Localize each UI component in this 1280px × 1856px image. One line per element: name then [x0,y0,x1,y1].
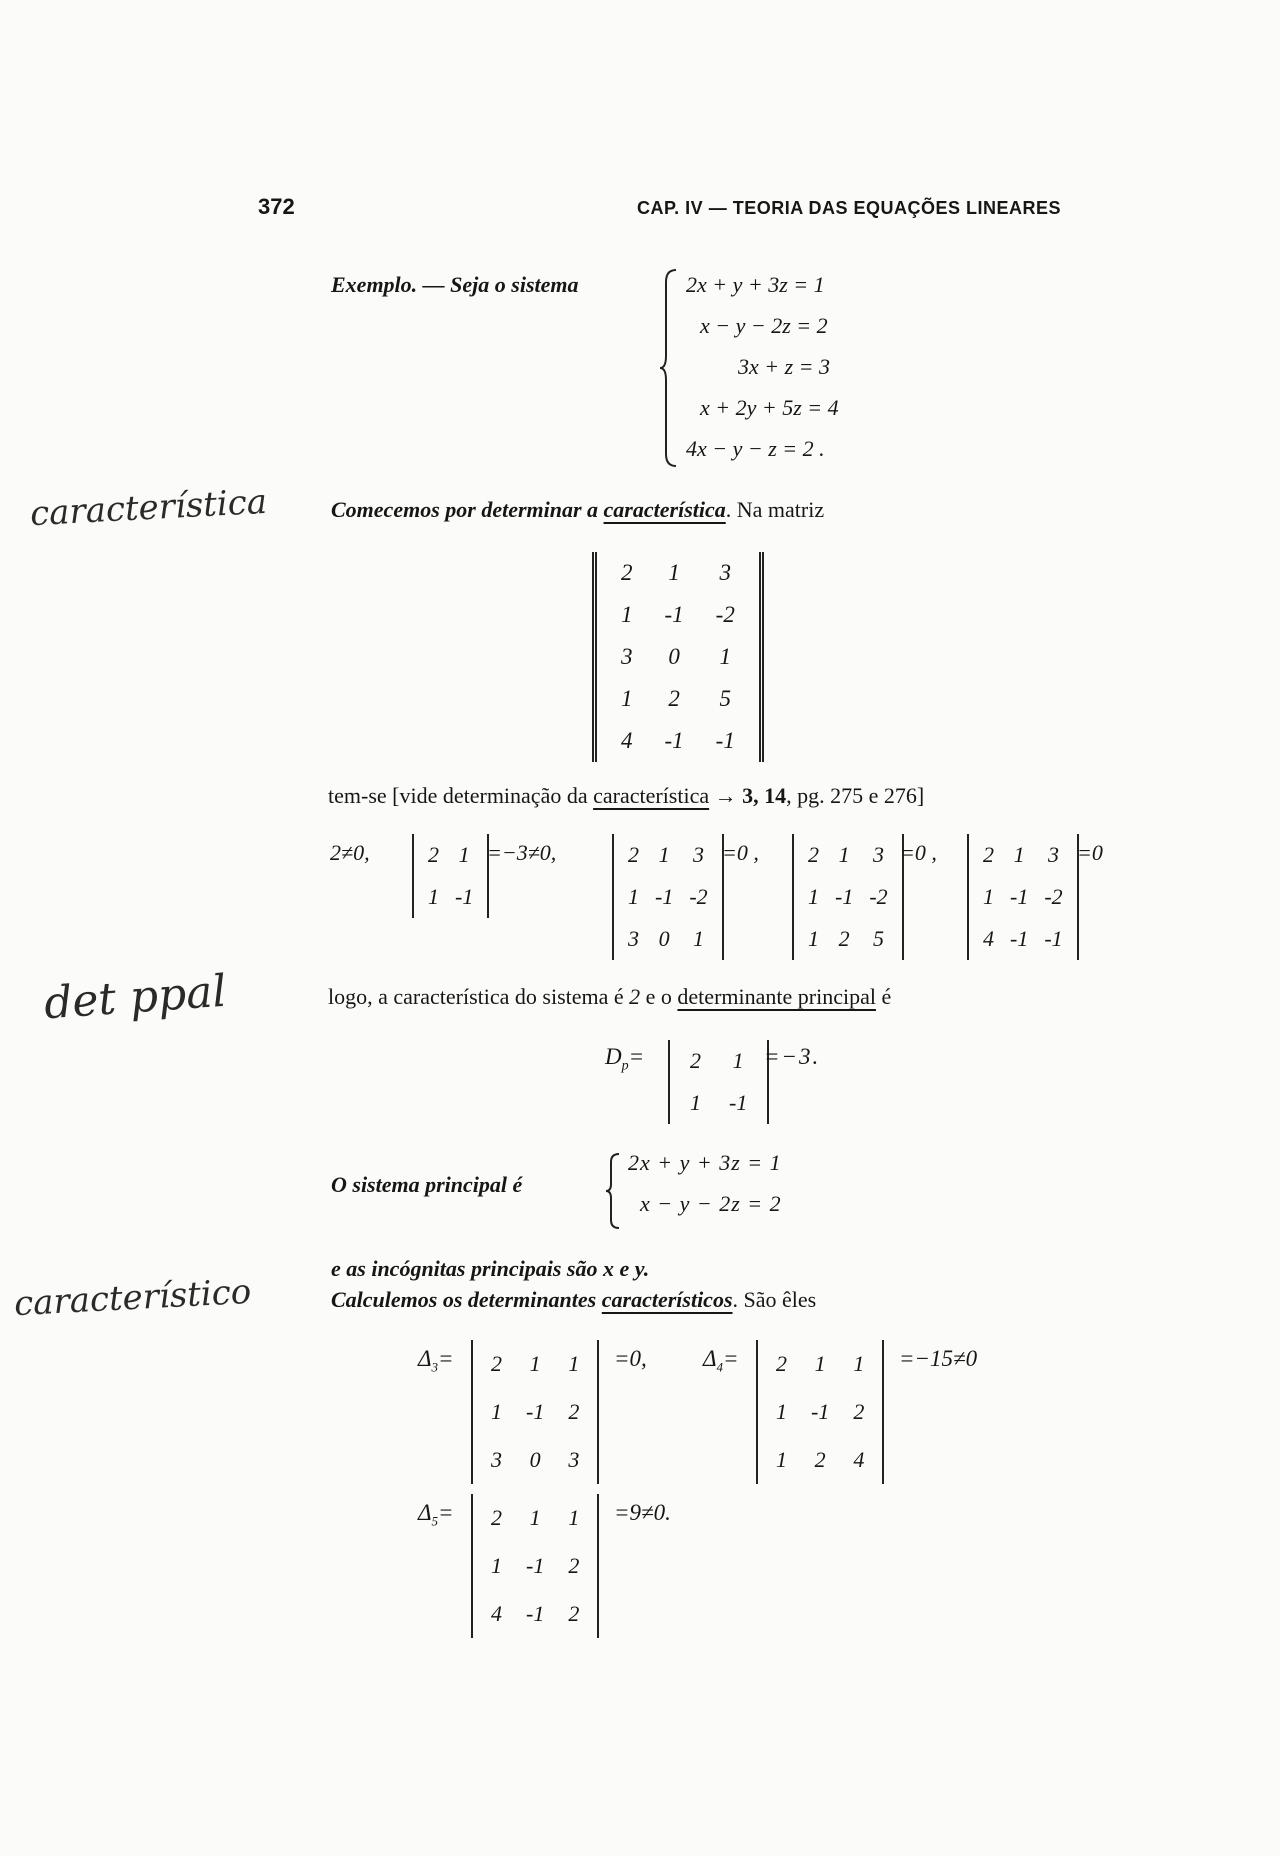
equation-4: x + 2y + 5z = 4 [700,395,839,420]
delta3-result: =0, [614,1346,647,1371]
text: logo, a característica do sistema é [328,984,630,1009]
det-cell: 1 [776,1399,787,1424]
det-cell: 2 [491,1505,502,1530]
matrix-cell: -1 [715,728,735,753]
paragraph-characteristic [331,497,824,523]
det-cell: 2 [690,1048,701,1073]
delta3-label: $\Delta_3=$ [418,1346,454,1375]
det-cell: 3 [491,1447,502,1472]
det-cell: 3 [628,926,639,951]
det-cell: 1 [814,1351,826,1376]
det-cell: 1 [732,1048,744,1073]
matrix-cell: 1 [719,644,731,669]
delta5-subscript: 5 [431,1513,438,1529]
det-cell: 1 [853,1351,865,1376]
det-cell: 1 [690,1090,701,1115]
matrix-cell: 0 [668,644,680,669]
equation-2: x − y − 2z = 2 [700,313,828,338]
det-cell: -1 [729,1090,748,1115]
delta5-determinant [471,1494,599,1638]
matrix-cell: 3 [719,560,731,585]
characteristic-term: característicos [601,1287,733,1312]
minor-first: 2≠0, [330,840,370,865]
det-cell: -1 [526,1601,545,1626]
paragraph-reference [328,783,924,809]
det-cell: -1 [1044,926,1063,951]
det-cell: 2 [628,842,639,867]
reference-text: tem-se [vide determinação da [328,783,594,808]
det-cell: 2 [568,1553,580,1578]
system-brace [658,268,680,472]
paragraph-principal-determinant [328,984,891,1010]
det-cell: 1 [983,884,994,909]
det-cell: 2 [776,1351,787,1376]
matrix-cell: 1 [621,686,633,711]
det-cell: 2 [814,1447,826,1472]
chapter-title: CAP. IV — TEORIA DAS EQUAÇÕES LINEARES [637,198,1062,218]
matrix-cell: 2 [668,686,680,711]
coefficient-matrix [592,552,764,762]
handwritten-note-1: característica [29,481,268,535]
delta3-subscript: 3 [431,1359,438,1375]
det-cell: 2 [568,1399,580,1424]
equation-3: 3x + z = 3 [738,354,831,379]
det-cell: 0 [658,926,670,951]
minor-det3c-result: =0 [1077,840,1103,865]
minor-det3a [612,834,724,960]
minor-det2 [412,834,489,918]
det-cell: 2 [491,1351,502,1376]
det-cell: -2 [689,884,708,909]
delta4-result: =−15≠0 [899,1346,978,1371]
matrix-cell: 3 [621,644,633,669]
det-cell: 1 [808,926,819,951]
det-cell: 1 [491,1553,502,1578]
det-cell: 4 [491,1601,502,1626]
det-cell: 3 [1047,842,1059,867]
principal-determinant-term: determinante principal [677,984,876,1009]
reference-pages: , pg. 275 e 276] [786,783,925,808]
det-cell: 1 [658,842,670,867]
det-cell: -1 [1010,884,1029,909]
delta5-label: $\Delta_5=$ [418,1500,454,1529]
principal-system [628,1142,782,1224]
dp-equals: = [628,1044,645,1069]
matrix-cell: 5 [719,686,731,711]
det-cell: -2 [869,884,888,909]
text: Calculemos os determinantes [331,1287,602,1312]
equation-1: 2x + y + 3z = 1 [686,272,825,297]
det-cell: -1 [811,1399,830,1424]
principal-equation-1: 2x + y + 3z = 1 [628,1150,782,1175]
det-cell: -1 [526,1553,545,1578]
det-cell: 2 [853,1399,865,1424]
paragraph-text: Comecemos por determinar a [331,497,604,522]
det-cell: 2 [838,926,850,951]
det-cell: 4 [853,1447,865,1472]
delta4-label: $\Delta_4=$ [703,1346,739,1375]
paragraph-text-end: . Na matriz [725,497,825,522]
det-cell: 2 [983,842,994,867]
det-cell: -1 [1010,926,1029,951]
det-cell: 1 [808,884,819,909]
det-cell: 1 [1013,842,1025,867]
text: é [875,984,892,1009]
principal-system-label: O sistema principal é [331,1172,523,1197]
det-cell: 2 [808,842,819,867]
det-cell: 4 [983,926,994,951]
dp-letter: D [605,1044,622,1069]
minor-det3a-result: =0 , [722,840,759,865]
dp-subscript: p [621,1058,629,1074]
matrix-cell: 4 [621,728,633,753]
det-cell: 1 [529,1351,541,1376]
characteristic-term: característica [593,783,710,808]
det-cell: 1 [568,1505,580,1530]
det-cell: 2 [568,1601,580,1626]
det-cell: 1 [458,842,470,867]
principal-system-brace [604,1152,622,1234]
det-cell: -1 [455,884,474,909]
example-intro: Exemplo. — Seja o sistema [331,272,579,297]
det-cell: -1 [526,1399,545,1424]
det-cell: -1 [835,884,854,909]
dp-result: =−3. [764,1044,821,1069]
det-cell: 3 [872,842,884,867]
delta5-letter: Δ [418,1500,432,1525]
det-cell: -1 [655,884,674,909]
delta4-determinant [756,1340,884,1484]
equation-5: 4x − y − z = 2 . [686,436,825,461]
det-cell: 1 [776,1447,787,1472]
text: e o [640,984,678,1009]
principal-equation-2: x − y − 2z = 2 [640,1191,782,1216]
characteristic-term: característica [603,497,726,522]
det-cell: -2 [1044,884,1063,909]
det-cell: 1 [628,884,639,909]
det-cell: 1 [529,1505,541,1530]
page-number: 372 [258,194,295,219]
handwritten-note-3: característico [13,1271,253,1325]
example-system [686,264,839,469]
dp-label [605,1044,644,1075]
det-cell: 1 [491,1399,502,1424]
det-cell: 3 [692,842,704,867]
minor-det3b-result: =0 , [900,840,937,865]
matrix-cell: -1 [664,728,684,753]
matrix-cell: -1 [664,602,684,627]
matrix-cell: 1 [621,602,633,627]
delta3-letter: Δ [418,1346,432,1371]
det-cell: 5 [872,926,884,951]
arrow: → [709,783,743,808]
det-cell: 3 [568,1447,580,1472]
det-cell: 0 [529,1447,541,1472]
principal-unknowns-text: e as incógnitas principais são x e y. [331,1256,650,1281]
handwritten-note-2: det ppal [42,965,229,1030]
reference-number: 3, 14 [742,783,787,808]
dp-determinant [668,1040,769,1124]
minor-det3c [967,834,1079,960]
delta4-subscript: 4 [716,1359,723,1375]
det-cell: 1 [428,884,439,909]
det-cell: 1 [568,1351,580,1376]
det-cell: 2 [428,842,439,867]
minor-det3b [792,834,904,960]
characteristic-determinants-text [331,1287,816,1313]
minor-det2-result: =−3≠0, [487,840,557,865]
delta5-result: =9≠0. [614,1500,671,1525]
det-cell: 1 [838,842,850,867]
delta3-determinant [471,1340,599,1484]
matrix-cell: -2 [715,602,735,627]
text: . São êles [732,1287,817,1312]
det-cell: 1 [692,926,704,951]
delta4-letter: Δ [703,1346,717,1371]
matrix-cell: 1 [668,560,680,585]
rank-value: 2 [629,984,641,1009]
matrix-cell: 2 [621,560,633,585]
